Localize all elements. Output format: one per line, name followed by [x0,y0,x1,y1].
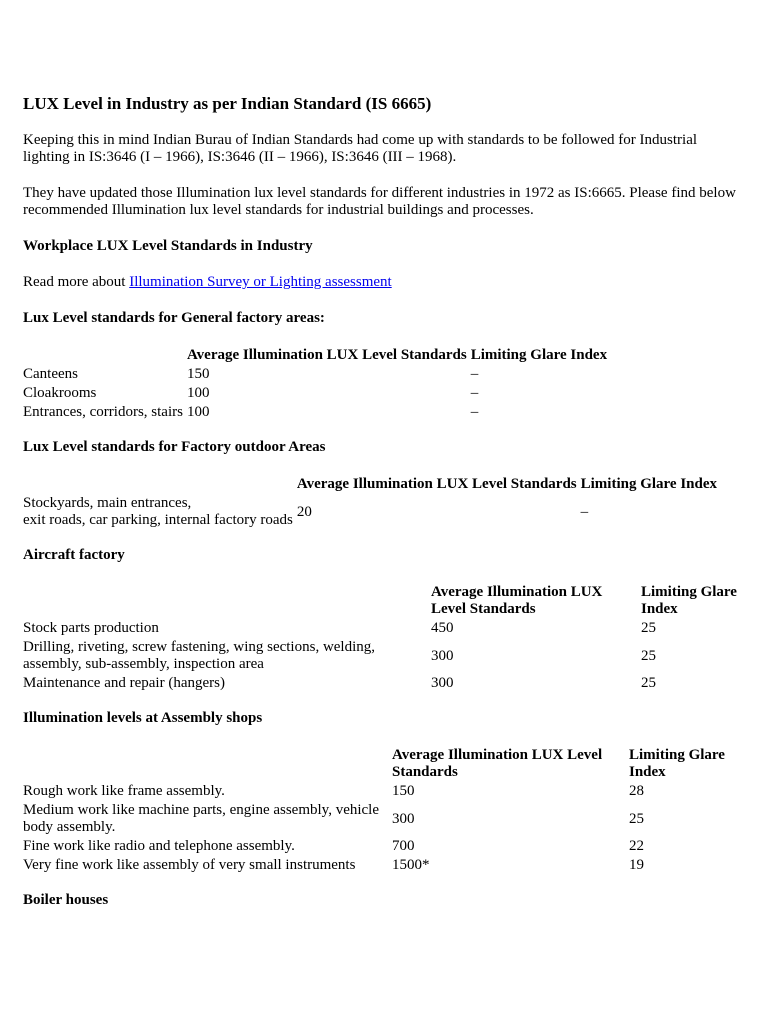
table-cell: 150 [392,783,415,799]
assembly-shops-title: Illumination levels at Assembly shops [23,710,263,726]
table-cell: Fine work like radio and telephone assembly. [23,838,295,854]
table-cell: – [580,503,589,520]
table-header-cell: Average Illumination LUX Level Standards [392,747,603,780]
table-header-cell: Average Illumination LUX Level Standards [296,476,577,492]
table-cell: 150 [186,366,210,382]
table-cell: 700 [392,838,415,854]
table-cell: Stockyards, main entrances, exit roads, car parking, internal factory roads [23,495,293,528]
general-factory-title: Lux Level standards for General factory areas: [23,310,325,326]
table-cell: Medium work like machine parts, engine assembly, vehicle body assembly. [23,802,380,835]
table-header-cell: Average Illumination LUX Level Standards [431,584,603,617]
table-row [21,365,609,384]
table-cell: 25 [641,620,656,636]
assembly-shops-table [21,746,751,875]
workplace-section-title: Workplace LUX Level Standards in Industry [23,238,313,254]
table-header-row [21,583,761,619]
read-more-prefix: Read more about [23,274,130,290]
table-cell: – [470,366,479,382]
table-row [21,837,751,856]
table-header-row [21,475,719,494]
table-cell: 25 [629,810,644,827]
table-header-cell: Limiting Glare Index [629,747,725,780]
table-header-cell: Limiting Glare Index [470,347,608,363]
table-cell: Cloakrooms [23,385,97,401]
table-cell: Maintenance and repair (hangers) [23,675,225,691]
table-cell: 28 [629,783,644,799]
table-row [21,674,761,693]
table-cell: 300 [431,647,454,664]
read-more-line [23,274,746,291]
outdoor-areas-table [21,475,719,530]
table-cell: – [470,385,479,401]
intro-paragraph-1: Keeping this in mind Indian Burau of Indian Standards had come up with standards to be followed for Industrial lighting in IS:3646 (I – 1966), IS:3646 (II – 1966), IS:3646 (III – 1968). [23,132,698,165]
table-cell: 300 [392,810,415,827]
page-title: LUX Level in Industry as per Indian Standard (IS 6665) [23,94,432,113]
table-row [21,801,751,837]
table-cell: 25 [641,647,656,664]
table-cell: 20 [296,503,312,520]
table-cell: 25 [641,675,656,691]
table-row [21,619,761,638]
table-header-row [21,346,609,365]
table-header-cell [21,475,295,494]
table-header-cell: Average Illumination LUX Level Standards [186,347,467,363]
table-header-cell [21,583,429,619]
table-cell: Very fine work like assembly of very small instruments [23,857,356,873]
table-cell: 100 [186,404,210,420]
table-header-cell [21,746,390,782]
table-row [21,494,719,530]
table-cell: 19 [629,857,644,873]
table-cell: Entrances, corridors, stairs [23,404,183,420]
table-cell: – [470,404,479,420]
table-cell: 1500* [392,857,430,873]
table-cell: Stock parts production [23,620,159,636]
aircraft-factory-table [21,583,761,693]
table-header-cell [21,346,185,365]
table-row [21,782,751,801]
table-cell: 450 [431,620,454,636]
intro-paragraph-2: They have updated those Illumination lux level standards for different industries in 1972 as IS:6665. Please find below recommended Illumination lux level standards for industrial buildings and processes. [23,185,736,218]
table-cell: 22 [629,838,644,854]
table-header-cell: Limiting Glare Index [580,476,718,492]
general-factory-table [21,346,609,422]
illumination-survey-link[interactable]: Illumination Survey or Lighting assessment [129,274,392,290]
table-row [21,403,609,422]
aircraft-factory-title: Aircraft factory [23,547,125,563]
table-cell: 300 [431,675,454,691]
table-cell: Drilling, riveting, screw fastening, wing sections, welding, assembly, sub-assembly, inspection area [23,639,376,672]
table-row [21,384,609,403]
outdoor-areas-title: Lux Level standards for Factory outdoor Areas [23,439,326,455]
table-row [21,856,751,875]
table-cell: 100 [186,385,210,401]
table-row [21,638,761,674]
boiler-houses-title: Boiler houses [23,892,109,908]
table-header-cell: Limiting Glare Index [641,584,737,617]
table-cell: Canteens [23,366,78,382]
table-header-row [21,746,751,782]
table-cell: Rough work like frame assembly. [23,783,225,799]
